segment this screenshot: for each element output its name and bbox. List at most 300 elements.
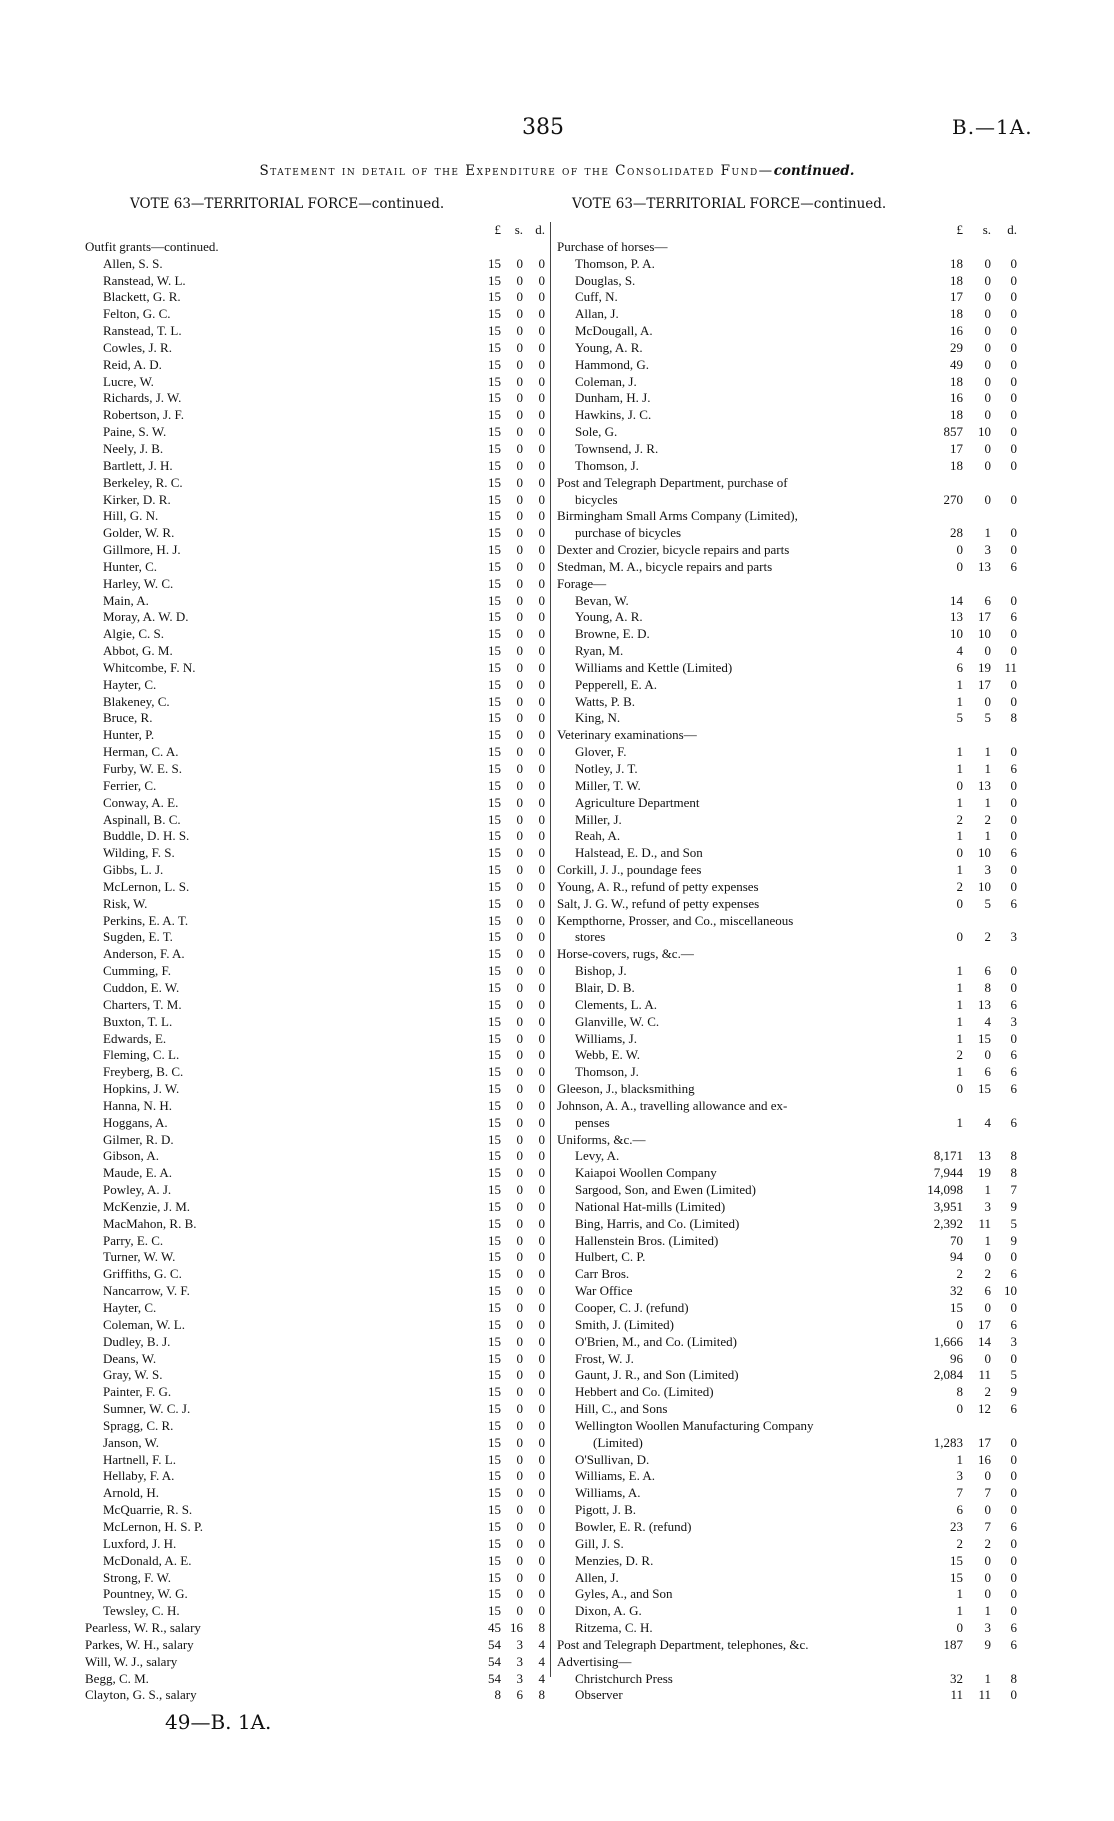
entry-label: Gill, J. S. xyxy=(575,1535,624,1551)
pence-cell: 0 xyxy=(538,1198,545,1214)
pounds-cell: 28 xyxy=(950,525,963,541)
pounds-cell: 49 xyxy=(950,356,963,372)
pounds-cell xyxy=(903,913,963,930)
table-row xyxy=(557,660,1017,677)
entry-label: Forage— xyxy=(557,575,607,591)
pence-cell: 0 xyxy=(538,508,545,524)
shillings-cell: 0 xyxy=(516,828,523,844)
table-row xyxy=(557,1182,1017,1199)
entry-label: Cumming, F. xyxy=(103,963,171,979)
shillings-cell: 15 xyxy=(978,1030,991,1046)
shillings-cell: 19 xyxy=(978,659,991,675)
pounds-cell xyxy=(903,1654,963,1671)
entry-label: Buddle, D. H. S. xyxy=(103,828,190,844)
pounds-cell: 15 xyxy=(488,1198,501,1214)
pence-cell: 0 xyxy=(538,289,545,305)
table-row xyxy=(85,812,545,829)
pounds-cell: 15 xyxy=(488,710,501,726)
entry-label: Harley, W. C. xyxy=(103,575,174,591)
table-row xyxy=(85,1081,545,1098)
pounds-cell: 15 xyxy=(488,1333,501,1349)
pence-cell: 6 xyxy=(1010,845,1017,861)
pence-cell: 0 xyxy=(538,1064,545,1080)
pounds-cell: 15 xyxy=(488,525,501,541)
pence-cell: 0 xyxy=(538,1417,545,1433)
pence-cell: 0 xyxy=(1010,1300,1017,1315)
table-row xyxy=(85,694,545,711)
table-row xyxy=(85,1031,545,1048)
entry-label: Miller, J. xyxy=(575,811,622,827)
pounds-cell: 857 xyxy=(943,424,963,440)
pounds-cell: 15 xyxy=(488,845,501,861)
entry-label: Gilmer, R. D. xyxy=(103,1131,174,1147)
pounds-cell: 15 xyxy=(488,1131,501,1147)
shillings-cell: 1 xyxy=(984,744,991,760)
shillings-cell: 0 xyxy=(516,979,523,995)
table-row xyxy=(85,1654,545,1671)
pounds-header: £ xyxy=(494,222,501,237)
table-row xyxy=(557,828,1017,845)
pence-cell xyxy=(991,239,1017,256)
table-row xyxy=(85,492,545,509)
shillings-cell: 0 xyxy=(516,1552,523,1568)
pounds-cell: 16 xyxy=(950,323,963,339)
entry-label: Turner, W. W. xyxy=(103,1249,176,1265)
left-expenditure-column xyxy=(85,222,545,1704)
pence-cell: 0 xyxy=(538,878,545,894)
shillings-cell: 0 xyxy=(516,1586,523,1602)
pence-cell: 11 xyxy=(1004,659,1017,675)
entry-label: Edwards, E. xyxy=(103,1030,167,1046)
shillings-cell: 0 xyxy=(516,794,523,810)
entry-label: Post and Telegraph Department, telephones, &c. xyxy=(557,1636,809,1652)
pence-cell: 0 xyxy=(538,845,545,861)
pounds-cell: 8,171 xyxy=(933,1148,963,1164)
pence-cell: 0 xyxy=(1010,1569,1017,1585)
entry-label: (Limited) xyxy=(593,1434,643,1450)
entry-label: Kirker, D. R. xyxy=(103,491,171,507)
shillings-cell: 0 xyxy=(516,1367,523,1383)
pence-cell: 0 xyxy=(1010,963,1017,979)
shillings-cell xyxy=(963,913,991,930)
entry-label: Moray, A. W. D. xyxy=(103,609,189,625)
entry-label: King, N. xyxy=(575,710,621,726)
pounds-cell: 15 xyxy=(488,1030,501,1046)
table-row xyxy=(557,727,1017,744)
table-row xyxy=(85,980,545,997)
shillings-cell: 0 xyxy=(516,912,523,928)
entry-label: Levy, A. xyxy=(575,1148,620,1164)
entry-label: Blair, D. B. xyxy=(575,979,635,995)
pence-cell: 0 xyxy=(538,1384,545,1400)
shillings-cell: 0 xyxy=(516,1569,523,1585)
entry-label: Hanna, N. H. xyxy=(103,1097,172,1113)
table-row xyxy=(557,1435,1017,1452)
pence-cell: 9 xyxy=(1010,1232,1017,1248)
shillings-cell: 0 xyxy=(516,1451,523,1467)
right-vote-title: VOTE 63—TERRITORIAL FORCE—continued. xyxy=(572,196,887,212)
table-row xyxy=(557,1485,1017,1502)
table-row xyxy=(557,1351,1017,1368)
pounds-cell: 15 xyxy=(488,1434,501,1450)
pence-cell: 0 xyxy=(1010,979,1017,995)
pounds-cell: 1 xyxy=(956,1030,963,1046)
table-row xyxy=(557,1468,1017,1485)
entry-label: Bowler, E. R. (refund) xyxy=(575,1518,692,1534)
table-row xyxy=(557,1165,1017,1182)
pence-cell xyxy=(991,576,1017,593)
shillings-cell: 17 xyxy=(978,1434,991,1450)
entry-label: Ryan, M. xyxy=(575,643,624,659)
shillings-cell: 1 xyxy=(984,525,991,541)
entry-label: Hayter, C. xyxy=(103,676,157,692)
pounds-cell xyxy=(903,576,963,593)
pounds-cell: 15 xyxy=(488,912,501,928)
pence-cell: 8 xyxy=(1010,710,1017,726)
shillings-cell: 17 xyxy=(978,609,991,625)
heading-main: Statement in detail of the Expenditure of the Consolidated Fund— xyxy=(259,163,774,179)
table-row xyxy=(85,407,545,424)
pounds-cell: 1 xyxy=(956,828,963,844)
pounds-cell: 15 xyxy=(950,1552,963,1568)
table-row xyxy=(85,273,545,290)
table-row xyxy=(85,643,545,660)
pence-cell: 0 xyxy=(538,794,545,810)
pounds-cell: 1 xyxy=(956,979,963,995)
table-row xyxy=(557,1603,1017,1620)
table-row xyxy=(85,1216,545,1233)
pence-cell: 0 xyxy=(538,1367,545,1383)
entry-label: Allan, J. xyxy=(575,306,619,322)
table-row xyxy=(557,542,1017,559)
table-row xyxy=(557,1671,1017,1688)
pence-cell: 0 xyxy=(1010,1687,1017,1703)
entry-label: Williams, E. A. xyxy=(575,1468,655,1484)
shillings-cell: 0 xyxy=(516,1468,523,1484)
table-row xyxy=(557,576,1017,593)
table-row xyxy=(85,1418,545,1435)
entry-label: McQuarrie, R. S. xyxy=(103,1502,193,1518)
entry-label: Parry, E. C. xyxy=(103,1232,164,1248)
shillings-cell: 0 xyxy=(516,1603,523,1619)
pence-cell: 0 xyxy=(538,356,545,372)
pounds-cell: 1 xyxy=(956,996,963,1012)
pence-cell: 0 xyxy=(538,558,545,574)
pence-cell: 0 xyxy=(1010,289,1017,305)
pounds-cell: 15 xyxy=(488,1300,501,1315)
shillings-cell: 15 xyxy=(978,1081,991,1097)
table-row xyxy=(85,323,545,340)
pence-cell xyxy=(991,1654,1017,1671)
pounds-cell: 1 xyxy=(956,693,963,709)
table-row xyxy=(85,1233,545,1250)
pounds-cell: 15 xyxy=(488,558,501,574)
pounds-cell: 15 xyxy=(488,306,501,322)
entry-label: Dexter and Crozier, bicycle repairs and parts xyxy=(557,542,790,558)
pence-cell: 0 xyxy=(538,727,545,743)
pence-cell: 0 xyxy=(538,609,545,625)
shillings-cell: 0 xyxy=(516,1518,523,1534)
shillings-cell: 0 xyxy=(984,306,991,322)
right-column-header xyxy=(557,222,1017,239)
pence-cell: 0 xyxy=(538,1316,545,1332)
pence-cell: 0 xyxy=(1010,407,1017,423)
pence-cell: 0 xyxy=(538,996,545,1012)
entry-label: National Hat-mills (Limited) xyxy=(575,1198,726,1214)
entry-label: Agriculture Department xyxy=(575,794,700,810)
table-row xyxy=(557,845,1017,862)
entry-label: Cowles, J. R. xyxy=(103,339,172,355)
table-row xyxy=(557,946,1017,963)
entry-label: Outfit grants—continued. xyxy=(85,238,219,254)
entry-label: Gibbs, L. J. xyxy=(103,862,164,878)
table-row xyxy=(85,239,545,256)
pence-cell: 3 xyxy=(1010,929,1017,945)
table-row xyxy=(85,1182,545,1199)
pounds-cell: 15 xyxy=(488,1215,501,1231)
pounds-cell: 1,666 xyxy=(933,1333,963,1349)
pounds-cell: 13 xyxy=(950,609,963,625)
table-row xyxy=(85,1687,545,1704)
pence-cell: 0 xyxy=(538,1300,545,1315)
entry-label: Main, A. xyxy=(103,592,149,608)
pence-cell: 0 xyxy=(1010,777,1017,793)
shillings-cell: 10 xyxy=(978,878,991,894)
entry-label: Glover, F. xyxy=(575,744,627,760)
shillings-cell: 0 xyxy=(516,424,523,440)
pounds-cell: 3 xyxy=(956,1468,963,1484)
shillings-cell: 0 xyxy=(516,1114,523,1130)
entry-label: Birmingham Small Arms Company (Limited), xyxy=(557,508,798,524)
pounds-cell: 0 xyxy=(956,777,963,793)
entry-label: McLernon, L. S. xyxy=(103,878,190,894)
pounds-cell: 15 xyxy=(488,1013,501,1029)
pence-cell: 6 xyxy=(1010,996,1017,1012)
shillings-cell: 0 xyxy=(516,643,523,659)
pounds-cell: 15 xyxy=(488,356,501,372)
pounds-cell: 15 xyxy=(488,1401,501,1417)
pounds-cell: 54 xyxy=(488,1670,501,1686)
pence-cell: 0 xyxy=(538,1603,545,1619)
pounds-cell: 15 xyxy=(488,390,501,406)
entry-label: Bishop, J. xyxy=(575,963,627,979)
pence-cell: 0 xyxy=(538,929,545,945)
pounds-cell: 2,084 xyxy=(933,1367,963,1383)
entry-label: Berkeley, R. C. xyxy=(103,474,183,490)
shillings-cell: 0 xyxy=(516,659,523,675)
table-row xyxy=(557,1249,1017,1266)
pence-cell: 0 xyxy=(538,1148,545,1164)
pounds-cell: 15 xyxy=(488,592,501,608)
pence-cell: 0 xyxy=(538,744,545,760)
shillings-header: s. xyxy=(514,222,523,237)
shillings-cell: 17 xyxy=(978,1316,991,1332)
shillings-cell: 0 xyxy=(516,895,523,911)
table-row xyxy=(85,1637,545,1654)
shillings-cell: 0 xyxy=(516,1535,523,1551)
shillings-cell: 0 xyxy=(984,1350,991,1366)
pence-cell: 0 xyxy=(538,676,545,692)
pounds-cell: 15 xyxy=(488,1047,501,1063)
table-row xyxy=(557,289,1017,306)
pounds-cell: 15 xyxy=(488,693,501,709)
entry-label: War Office xyxy=(575,1283,633,1299)
shillings-cell: 0 xyxy=(984,1300,991,1315)
pence-cell: 0 xyxy=(538,1182,545,1198)
entry-label: Paine, S. W. xyxy=(103,424,167,440)
shillings-cell: 12 xyxy=(978,1401,991,1417)
table-row xyxy=(557,1553,1017,1570)
shillings-cell: 0 xyxy=(516,1316,523,1332)
pounds-cell: 15 xyxy=(488,1097,501,1113)
column-divider xyxy=(550,222,551,1677)
table-row xyxy=(557,778,1017,795)
document-reference: B.—1A. xyxy=(952,115,1033,139)
right-expenditure-column xyxy=(557,222,1017,1704)
pence-cell: 0 xyxy=(538,1249,545,1265)
pence-cell: 0 xyxy=(538,946,545,962)
table-row xyxy=(85,390,545,407)
pence-cell: 0 xyxy=(1010,272,1017,288)
shillings-cell: 0 xyxy=(516,440,523,456)
entry-label: Hunter, P. xyxy=(103,727,155,743)
shillings-cell: 0 xyxy=(516,508,523,524)
table-row xyxy=(557,1401,1017,1418)
entry-label: Furby, W. E. S. xyxy=(103,761,182,776)
pounds-cell: 18 xyxy=(950,306,963,322)
shillings-cell: 19 xyxy=(978,1165,991,1181)
pence-cell: 0 xyxy=(538,1552,545,1568)
pence-cell xyxy=(991,508,1017,525)
entry-label: Coleman, J. xyxy=(575,373,637,389)
entry-label: Abbot, G. M. xyxy=(103,643,173,659)
shillings-cell: 0 xyxy=(984,323,991,339)
pence-cell: 0 xyxy=(538,1114,545,1130)
pounds-cell: 32 xyxy=(950,1670,963,1686)
shillings-cell: 0 xyxy=(516,693,523,709)
table-row xyxy=(85,1334,545,1351)
shillings-cell: 0 xyxy=(516,323,523,339)
pence-cell: 3 xyxy=(1010,1013,1017,1029)
shillings-cell: 2 xyxy=(984,1535,991,1551)
entry-label: Janson, W. xyxy=(103,1434,159,1450)
table-row xyxy=(557,559,1017,576)
shillings-cell: 6 xyxy=(516,1687,523,1703)
pence-cell: 6 xyxy=(1010,1401,1017,1417)
table-row xyxy=(557,323,1017,340)
pence-cell xyxy=(991,475,1017,492)
page-footer: 49—B. 1A. xyxy=(165,1710,272,1734)
entry-label: Will, W. J., salary xyxy=(85,1653,178,1669)
pence-cell: 0 xyxy=(538,693,545,709)
shillings-cell: 2 xyxy=(984,1384,991,1400)
table-row xyxy=(557,1283,1017,1300)
table-row xyxy=(85,1620,545,1637)
pence-cell: 0 xyxy=(538,777,545,793)
pence-cell: 0 xyxy=(1010,323,1017,339)
entry-label: Kempthorne, Prosser, and Co., miscellaneous xyxy=(557,912,794,928)
table-row xyxy=(557,1637,1017,1654)
entry-label: Clayton, G. S., salary xyxy=(85,1687,197,1703)
entry-label: Gillmore, H. J. xyxy=(103,542,181,558)
pence-cell: 4 xyxy=(538,1653,545,1669)
shillings-cell: 0 xyxy=(516,1064,523,1080)
pence-cell: 0 xyxy=(1010,424,1017,440)
shillings-cell: 0 xyxy=(516,946,523,962)
entry-label: Maude, E. A. xyxy=(103,1165,172,1181)
entry-label: Blakeney, C. xyxy=(103,693,170,709)
table-row xyxy=(557,1064,1017,1081)
pence-cell: 0 xyxy=(538,1518,545,1534)
pence-cell: 0 xyxy=(1010,356,1017,372)
entry-label: Post and Telegraph Department, purchase of xyxy=(557,474,788,490)
table-row xyxy=(85,677,545,694)
pence-cell: 4 xyxy=(538,1670,545,1686)
shillings-cell: 6 xyxy=(984,963,991,979)
entry-label: purchase of bicycles xyxy=(575,525,682,541)
pence-cell: 6 xyxy=(1010,1316,1017,1332)
shillings-cell xyxy=(963,508,991,525)
pounds-cell: 15 xyxy=(488,1114,501,1130)
table-row xyxy=(85,946,545,963)
table-row xyxy=(557,1586,1017,1603)
shillings-cell: 0 xyxy=(516,1013,523,1029)
pence-cell: 0 xyxy=(1010,1434,1017,1450)
pence-cell xyxy=(991,727,1017,744)
pence-cell: 0 xyxy=(1010,811,1017,827)
shillings-cell: 0 xyxy=(516,1097,523,1113)
pounds-cell: 18 xyxy=(950,272,963,288)
pence-cell: 0 xyxy=(538,457,545,473)
pence-cell xyxy=(991,1418,1017,1435)
table-row xyxy=(85,761,545,778)
shillings-cell: 0 xyxy=(516,289,523,305)
shillings-cell: 16 xyxy=(978,1451,991,1467)
entry-label: Herman, C. A. xyxy=(103,744,179,760)
pence-cell: 8 xyxy=(1010,1148,1017,1164)
shillings-cell: 10 xyxy=(978,424,991,440)
pence-cell: 0 xyxy=(538,542,545,558)
pence-cell: 5 xyxy=(1010,1367,1017,1383)
pounds-cell: 15 xyxy=(488,1451,501,1467)
entry-label: Browne, E. D. xyxy=(575,626,650,642)
entry-label: Richards, J. W. xyxy=(103,390,182,406)
table-row xyxy=(85,1148,545,1165)
pence-cell: 0 xyxy=(538,1569,545,1585)
pounds-cell: 2 xyxy=(956,1266,963,1282)
shillings-cell: 10 xyxy=(978,626,991,642)
entry-label: Thomson, J. xyxy=(575,457,639,473)
shillings-cell: 0 xyxy=(984,1468,991,1484)
table-row xyxy=(557,1132,1017,1149)
table-row xyxy=(557,677,1017,694)
shillings-cell: 6 xyxy=(984,1283,991,1299)
pence-cell: 6 xyxy=(1010,1636,1017,1652)
pence-cell: 0 xyxy=(538,1165,545,1181)
pence-cell: 0 xyxy=(538,710,545,726)
table-row xyxy=(557,1536,1017,1553)
table-row xyxy=(557,1317,1017,1334)
shillings-cell: 0 xyxy=(516,491,523,507)
pence-cell: 0 xyxy=(1010,744,1017,760)
shillings-cell: 0 xyxy=(516,744,523,760)
pounds-cell: 15 xyxy=(488,457,501,473)
pounds-cell: 18 xyxy=(950,255,963,271)
entry-label: Whitcombe, F. N. xyxy=(103,659,196,675)
pence-cell: 6 xyxy=(1010,1518,1017,1534)
table-row xyxy=(85,744,545,761)
entry-label: Carr Bros. xyxy=(575,1266,630,1282)
